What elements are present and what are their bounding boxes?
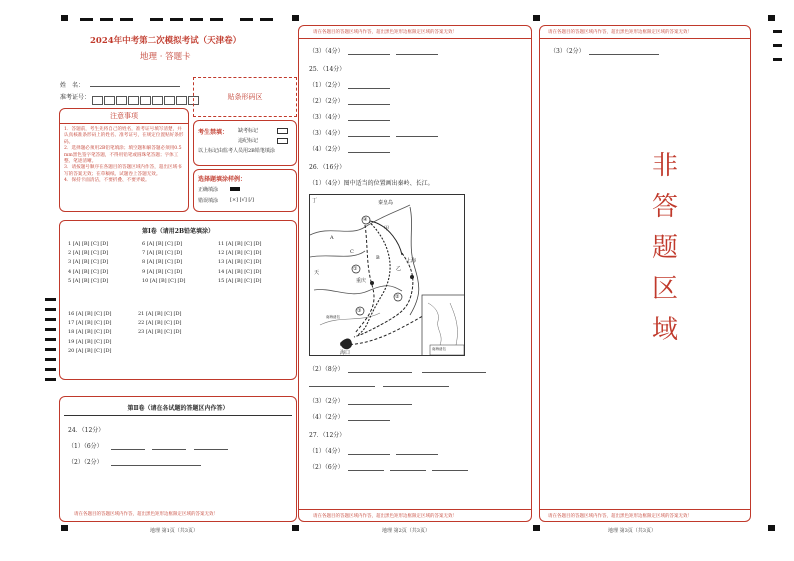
page2-warning-top: 请在各题目的答题区域内作答，超出黑色矩形边框限定区域的答案无效！: [313, 30, 457, 35]
card-subtitle: 地理 · 答题卡: [140, 52, 191, 62]
id-label: 准考证号：: [60, 94, 91, 101]
map-label-qinhuangdao: 秦皇岛: [378, 200, 394, 206]
q25-label: 25．（14分）: [309, 66, 346, 73]
page3-box: [539, 25, 751, 522]
wrong-label: 错误填涂: [198, 198, 219, 204]
part2-box: [59, 396, 297, 522]
missing-label: 缺考标记: [238, 128, 259, 134]
q26-label: 26．（16分）: [309, 164, 346, 171]
map-label-chongqing: 重庆: [356, 278, 367, 284]
page1-warning: 请在各题目的答题区域内作答，超出黑色矩形边框限定区域的答案无效！: [74, 512, 218, 517]
page3-warning-top: 请在各题目的答题区域内作答，超出黑色矩形边框限定区域的答案无效！: [548, 30, 692, 35]
map-svg: [310, 195, 465, 356]
non-answer-char-1: 非: [652, 151, 679, 181]
answer-col-2[interactable]: 6 [A] [B] [C] [D] 7 [A] [B] [C] [D] 8 [A] [B] [C] [D] 9 [A] [B] [C] [D] 10 [A] [B] [C] [D]: [142, 241, 186, 284]
card-title: 2024年中考第二次模拟考试（天津卷）: [90, 36, 242, 46]
map-label-3: ③: [357, 308, 362, 314]
answer-col-1[interactable]: 1 [A] [B] [C] [D] 2 [A] [B] [C] [D] 3 [A] [B] [C] [D] 4 [A] [B] [C] [D] 5 [A] [B] [C] [D]: [68, 241, 109, 284]
page3-q3-label: （3）（2分）: [550, 48, 585, 55]
q26-1-label: （1）（4分）图中适当的位置画出秦岭、长江。: [309, 180, 434, 187]
fill-note: 以上标记由监考人员用2B铅笔填涂: [198, 148, 275, 154]
page3-footer: 地理 第3页（共3页）: [608, 528, 656, 534]
part1-title: 第Ⅰ卷（请用2B铅笔填涂）: [141, 228, 215, 235]
answer-col-5[interactable]: 21 [A] [B] [C] [D] 22 [A] [B] [C] [D] 23 [A] [B] [C] [D]: [138, 311, 182, 336]
part2-title: 第Ⅱ卷（请在各试题的答题区内作答）: [127, 405, 229, 412]
map-label-4: ④: [363, 217, 368, 223]
non-answer-char-4: 区: [652, 274, 679, 304]
note-3: 3．请按题号顺序在各题目的答题区域内作答，超出区域书写的答案无效；在草稿纸、试题卷上答题无效。: [64, 165, 182, 177]
map-label-2: ②: [395, 294, 400, 300]
notes-title: 注意事项: [60, 111, 188, 124]
id-boxes[interactable]: [92, 90, 200, 109]
non-answer-char-2: 答: [652, 192, 679, 222]
map-label-tian: 天: [314, 270, 320, 276]
note-1: 1．答题前，考生先将自己的姓名，准考证号填写清楚，并认真核准条形码上的姓名、准考证号，在规定位置贴好条形码。: [64, 127, 184, 145]
wrong-marks: [×] [√] [/]: [230, 197, 254, 203]
map-label-inset-b: 南海诸岛: [432, 347, 446, 351]
map-label-ding: 丁: [312, 198, 318, 204]
q24-2-label: （2）（2分）: [68, 457, 201, 466]
exam-fill-label: 考生禁填：: [198, 129, 229, 136]
map-label-b: B: [376, 255, 380, 261]
china-route-map: [309, 194, 465, 356]
map-label-c: C: [350, 249, 354, 255]
exam-fill-box: [193, 120, 297, 166]
violation-box[interactable]: [277, 138, 288, 144]
map-label-jia: 甲: [384, 226, 390, 232]
answer-col-4[interactable]: 16 [A] [B] [C] [D] 17 [A] [B] [C] [D] 18 [A] [B] [C] [D] 19 [A] [B] [C] [D] 20 [A] [B] [C] [D]: [68, 311, 112, 354]
map-label-a: A: [330, 235, 334, 241]
sample-box: [193, 169, 297, 212]
map-label-1: ①: [353, 266, 358, 272]
map-label-haikou: 海口: [340, 350, 351, 356]
map-label-yi: 乙: [396, 266, 402, 272]
page2-warning-bottom: 请在各题目的答题区域内作答，超出黑色矩形边框限定区域的答案无效！: [313, 514, 457, 519]
q24-1-label: （1）（6分）: [68, 441, 228, 450]
page3-warning-bottom: 请在各题目的答题区域内作答，超出黑色矩形边框限定区域的答案无效！: [548, 514, 692, 519]
q24-label: 24．（12分）: [68, 427, 105, 434]
correct-label: 正确填涂: [198, 187, 219, 193]
map-label-shanghai: 上海: [406, 258, 417, 264]
page2-footer: 地理 第2页（共3页）: [382, 528, 430, 534]
q3-label: （3）（4分）: [309, 48, 344, 55]
barcode-area: 贴条形码区: [193, 77, 297, 117]
missing-box[interactable]: [277, 128, 288, 134]
answer-col-3[interactable]: 11 [A] [B] [C] [D] 12 [A] [B] [C] [D] 13 [A] [B] [C] [D] 14 [A] [B] [C] [D] 15 [A] [B] [C] [D]: [218, 241, 262, 284]
notes-box: [59, 108, 189, 212]
violation-label: 违纪标记: [238, 138, 259, 144]
note-4: 4．保持卡面清洁，不要折叠、不要弄破。: [64, 178, 150, 184]
non-answer-char-5: 域: [652, 315, 679, 345]
name-label: 姓 名：: [60, 82, 85, 89]
sample-title: 选择题填涂样例：: [198, 176, 247, 183]
name-field[interactable]: [90, 86, 180, 87]
q27-label: 27．（12分）: [309, 432, 346, 439]
q24-2-blank[interactable]: [111, 459, 201, 466]
part1-box: [59, 220, 297, 380]
non-answer-char-3: 题: [652, 233, 679, 263]
note-2: 2．选择题必须用2B铅笔填涂；填空题和解答题必须用0.5 mm黑色签字笔答题，不得用铅笔或圆珠笔答题；字体工整、笔迹清晰。: [64, 146, 182, 165]
map-label-inset: 南海诸岛: [326, 315, 340, 319]
q24-1-blank[interactable]: [111, 443, 145, 450]
correct-mark: [230, 187, 240, 191]
page1-footer: 地理 第1页（共3页）: [150, 528, 198, 534]
page2-box: 请在各题目的答题区域内作答，超出黑色矩形边框限定区域的答案无效！ （3）（4分） 25．（14分） （1）（2分） （2）（2分） （3）（4分） （3）（4分） （4）（2分） 26．（16分） （1）（4分）图中适当的位置画出秦岭、长江。 丁 A 天 甲 B C 乙 秦皇岛 上海 重庆 海口 ④ ① ③ ② 南海诸岛 南海诸岛 （2）（8分） （3）（2分） （4）（2分） 27．（12分） （1）（4分） （2）（6分） 请在各题目的答题区域内作答，超出黑色矩形边框限定区域的答案无效！: [298, 25, 532, 522]
